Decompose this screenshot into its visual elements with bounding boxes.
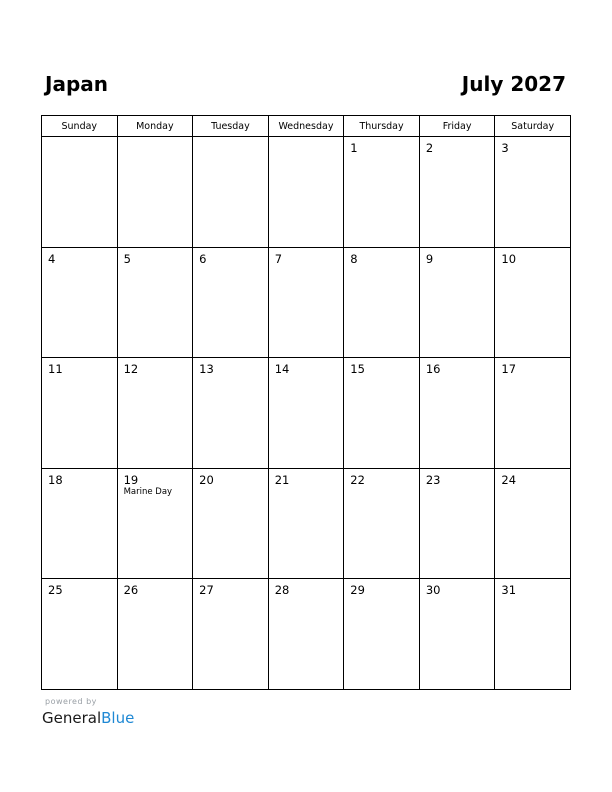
day-cell — [495, 247, 571, 358]
day-cell — [344, 247, 420, 358]
day-number — [118, 137, 193, 141]
day-number: 5 — [123, 251, 131, 266]
day-number: 6 — [199, 251, 207, 266]
day-number: 15 — [350, 362, 365, 376]
day-number: 7 — [274, 251, 283, 266]
weekday-friday: Friday — [419, 116, 495, 137]
holiday-label: Marine Day — [123, 486, 173, 497]
week-row-1 — [42, 137, 571, 248]
footer-branding — [42, 697, 134, 728]
day-cell — [193, 137, 269, 248]
month-year-title: July 2027 — [461, 72, 566, 96]
day-cell — [495, 358, 571, 469]
day-cell — [419, 468, 495, 579]
day-number: 8 — [350, 251, 358, 266]
day-number: 1 — [350, 141, 358, 155]
day-number — [42, 137, 117, 141]
day-cell — [268, 468, 344, 579]
day-number: 17 — [501, 362, 517, 376]
day-number: 12 — [123, 362, 139, 376]
day-cell — [268, 358, 344, 469]
week-row-2 — [42, 247, 571, 358]
day-number: 30 — [425, 583, 441, 597]
day-cell — [268, 579, 344, 690]
day-cell — [495, 137, 571, 248]
weekday-tuesday: Tuesday — [193, 116, 269, 137]
week-row-3 — [42, 358, 571, 469]
day-number: 27 — [199, 583, 214, 597]
day-cell — [193, 247, 269, 358]
day-cell — [42, 247, 118, 358]
calendar-grid — [41, 115, 571, 690]
day-number: 10 — [501, 251, 517, 266]
day-number: 28 — [274, 583, 290, 597]
day-number: 24 — [501, 472, 517, 487]
weekday-sunday: Sunday — [42, 116, 118, 137]
week-row-4 — [42, 468, 571, 579]
powered-by-label: powered by — [45, 697, 97, 706]
day-cell — [495, 468, 571, 579]
day-cell — [268, 247, 344, 358]
day-number: 13 — [199, 362, 214, 376]
day-number: 29 — [350, 583, 365, 597]
day-cell — [42, 579, 118, 690]
day-number: 21 — [274, 472, 290, 487]
day-cell — [419, 247, 495, 358]
weekday-wednesday: Wednesday — [268, 116, 344, 137]
day-cell — [344, 468, 420, 579]
day-cell — [419, 137, 495, 248]
day-cell — [117, 137, 193, 248]
day-number: 22 — [350, 472, 365, 487]
day-number: 25 — [48, 583, 63, 597]
weekday-header-row — [42, 116, 571, 137]
day-cell — [344, 358, 420, 469]
brand-general-text: General — [42, 709, 102, 727]
day-number: 9 — [425, 251, 434, 266]
brand-blue-text: Blue — [101, 709, 135, 727]
weekday-thursday: Thursday — [344, 116, 420, 137]
day-cell — [117, 358, 193, 469]
day-cell — [344, 579, 420, 690]
day-number: 14 — [274, 362, 290, 376]
day-number: 31 — [501, 583, 517, 597]
day-cell — [419, 579, 495, 690]
day-cell — [117, 468, 193, 579]
day-cell — [42, 137, 118, 248]
day-cell — [42, 358, 118, 469]
generalblue-logo[interactable] — [42, 708, 134, 728]
day-cell — [344, 137, 420, 248]
day-cell — [42, 468, 118, 579]
day-cell — [117, 579, 193, 690]
country-title: Japan — [45, 72, 108, 96]
day-cell — [268, 137, 344, 248]
weekday-saturday: Saturday — [495, 116, 571, 137]
day-number: 2 — [425, 141, 434, 155]
day-cell — [193, 468, 269, 579]
day-number — [193, 137, 268, 141]
day-number: 16 — [425, 362, 441, 376]
day-number: 11 — [48, 362, 63, 376]
day-cell — [117, 247, 193, 358]
day-number: 23 — [425, 472, 441, 487]
day-cell — [419, 358, 495, 469]
weekday-monday: Monday — [117, 116, 193, 137]
day-number: 26 — [123, 583, 139, 597]
week-row-5 — [42, 579, 571, 690]
day-number: 3 — [501, 141, 509, 155]
day-number — [269, 137, 344, 141]
day-number: 19 — [123, 472, 139, 487]
day-number: 4 — [48, 251, 56, 266]
day-cell — [495, 579, 571, 690]
day-cell — [193, 579, 269, 690]
day-number: 18 — [48, 472, 63, 487]
day-number: 20 — [199, 472, 214, 487]
day-cell — [193, 358, 269, 469]
